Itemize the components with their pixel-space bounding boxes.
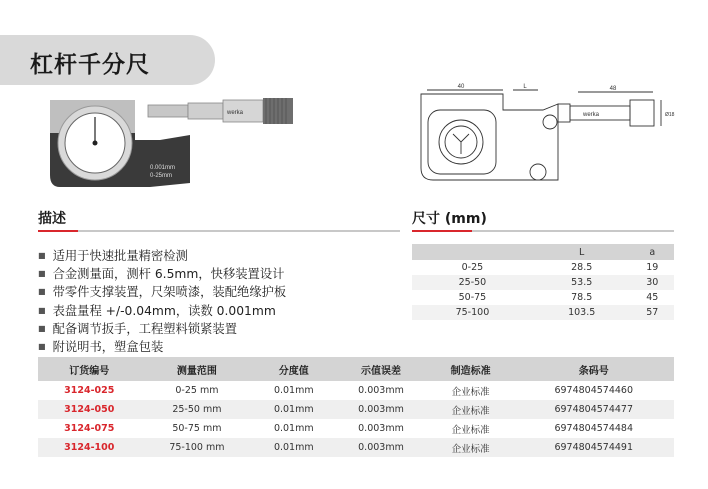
order-col-header: 示值误差 [334, 357, 427, 381]
table-row [412, 290, 674, 305]
dim-48-label: 48 [609, 86, 617, 92]
table-cell: 0.003mm [358, 423, 404, 434]
table-cell: 75-100 mm [141, 438, 254, 457]
table-row [38, 438, 674, 457]
table-row [412, 305, 674, 320]
table-cell: 0-25 [461, 262, 484, 273]
dimensions-table [412, 244, 674, 320]
table-cell: 0.01mm [253, 438, 334, 457]
table-cell: 6974804574491 [513, 438, 674, 457]
table-cell: 0.01mm [253, 400, 334, 419]
table-cell: 75-100 [412, 305, 533, 320]
description-list [38, 248, 286, 357]
order-header-row [38, 357, 674, 381]
table-cell: 103.5 [533, 305, 631, 320]
table-cell: 0.01mm [273, 423, 314, 434]
description-item: ■ 合金测量面，测杆 6.5mm，快移装置设计 [38, 266, 286, 284]
dimensions-rule [472, 230, 674, 232]
table-cell: 25-50 [412, 275, 533, 290]
product-photo [40, 95, 300, 200]
description-item: ■ 适用于快速批量精密检测 [38, 248, 286, 266]
order-code: 3124-100 [38, 438, 141, 457]
table-cell: 30 [631, 275, 674, 290]
order-table [38, 357, 674, 457]
table-row [412, 275, 674, 290]
order-code: 3124-025 [64, 385, 115, 396]
table-row [412, 260, 674, 275]
description-heading: 描述 [38, 211, 66, 227]
photo-dial-line1: 0.001mm [150, 165, 176, 171]
table-row [38, 400, 674, 419]
table-cell: 57 [631, 305, 674, 320]
technical-drawing [413, 82, 675, 194]
page-title: 杠杆千分尺 [30, 52, 150, 78]
table-cell: 0.003mm [358, 385, 404, 396]
dimensions-heading: 尺寸 (mm) [412, 211, 487, 227]
table-cell: 企业标准 [428, 438, 514, 457]
photo-dial-line2: 0-25mm [150, 173, 173, 179]
table-cell: 企业标准 [451, 424, 490, 436]
dim-a-label: 40 [457, 84, 465, 90]
description-item: ■ 附说明书，塑盒包装 [38, 339, 286, 357]
table-cell: 0.003mm [334, 400, 427, 419]
description-rule [78, 230, 400, 232]
table-cell: 25-50 mm [141, 400, 254, 419]
table-row [38, 381, 674, 400]
description-item: ■ 表盘量程 +/-0.04mm，读数 0.001mm [38, 303, 286, 321]
table-cell: 28.5 [571, 262, 593, 273]
table-cell: 78.5 [571, 292, 593, 303]
description-rule-accent [38, 230, 78, 232]
dimensions-col-header: a [631, 244, 674, 260]
order-col-header: 制造标准 [428, 357, 514, 381]
dim-l-label: L [523, 84, 527, 90]
dimensions-col-header [412, 244, 533, 260]
table-cell: 50-75 mm [172, 423, 222, 434]
table-row [38, 419, 674, 438]
table-cell: 6974804574477 [513, 400, 674, 419]
description-item: ■ 带零件支撑装置，尺架喷漆，装配绝缘护板 [38, 284, 286, 302]
order-col-header: 分度值 [253, 357, 334, 381]
dimensions-header-row [412, 244, 674, 260]
table-cell: 53.5 [533, 275, 631, 290]
dim-phi-label: Ø18 [665, 112, 675, 118]
dimensions-rule-accent [412, 230, 472, 232]
order-col-header: 条码号 [513, 357, 674, 381]
table-cell: 0.01mm [273, 385, 314, 396]
table-cell: 0-25 mm [175, 385, 219, 396]
table-cell: 45 [646, 292, 659, 303]
photo-brand: werka [227, 110, 244, 116]
description-item: ■ 配备调节扳手，工程塑料锁紧装置 [38, 321, 286, 339]
table-cell: 50-75 [458, 292, 487, 303]
drawing-brand: werka [583, 112, 600, 118]
order-code: 3124-050 [38, 400, 141, 419]
table-cell: 6974804574460 [554, 385, 634, 396]
table-cell: 0.003mm [334, 438, 427, 457]
table-cell: 19 [646, 262, 659, 273]
table-cell: 企业标准 [451, 386, 490, 398]
order-col-header: 订货编号 [38, 357, 141, 381]
table-cell: 企业标准 [428, 400, 514, 419]
order-col-header: 测量范围 [141, 357, 254, 381]
order-code: 3124-075 [64, 423, 115, 434]
table-cell: 6974804574484 [554, 423, 634, 434]
dimensions-col-header: L [533, 244, 631, 260]
